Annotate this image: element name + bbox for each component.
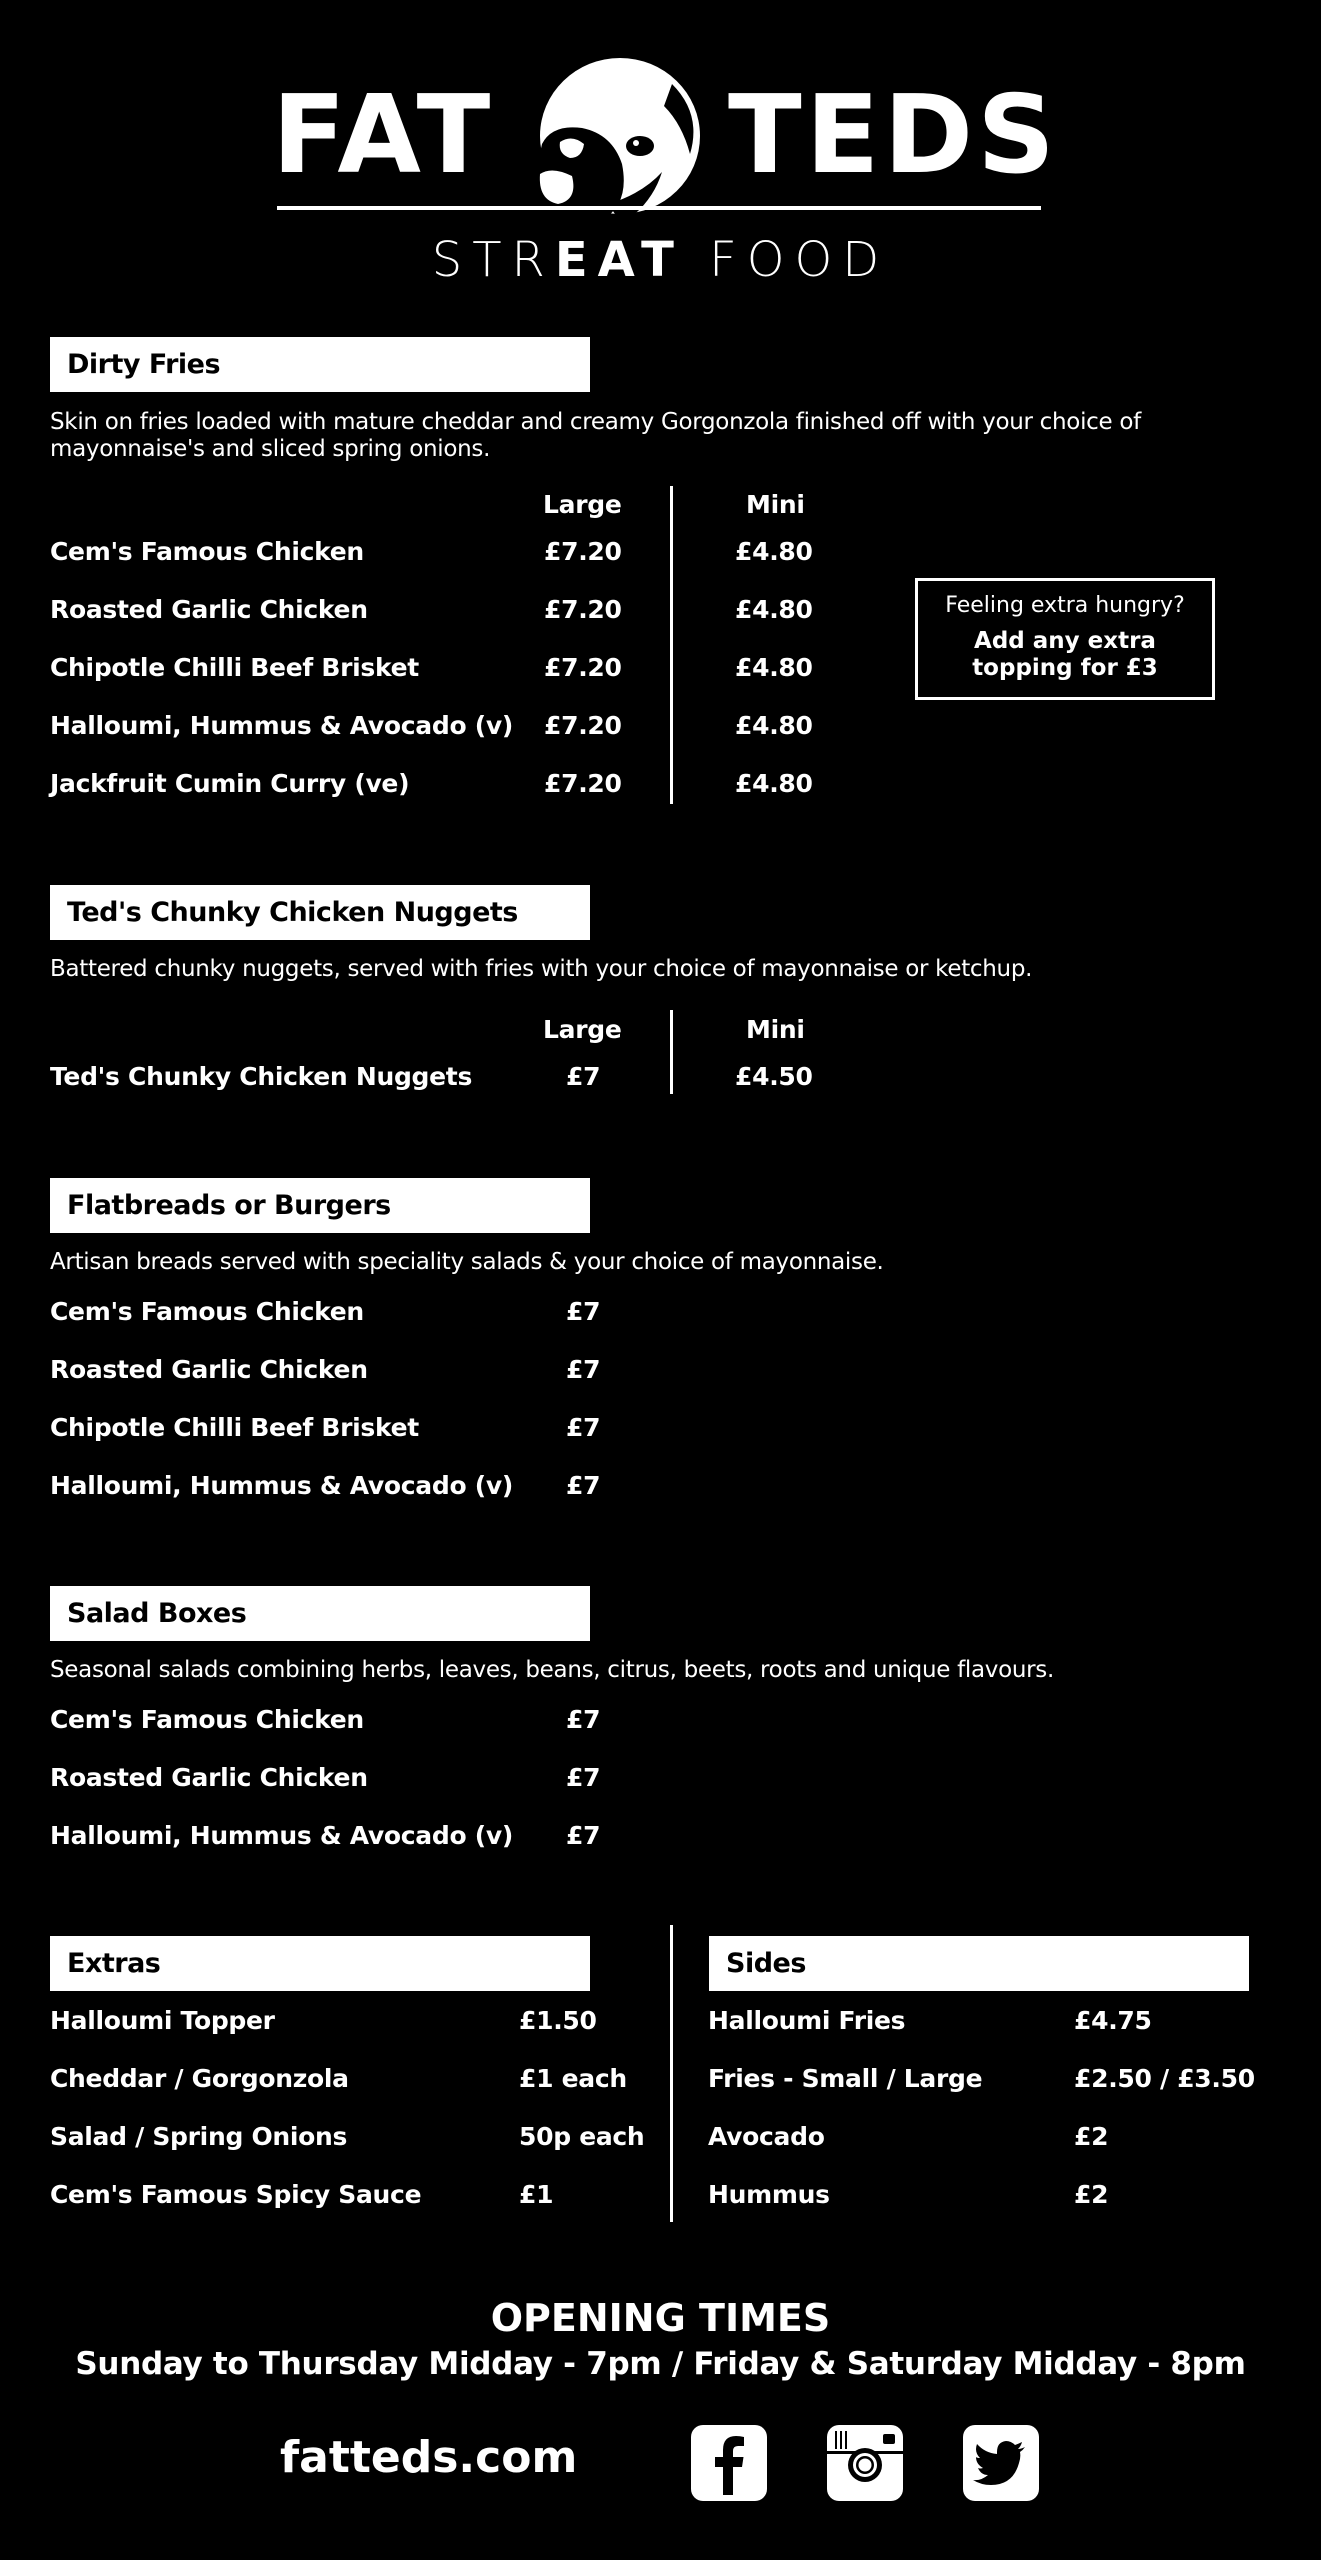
menu-item-name: Halloumi, Hummus & Avocado (v) [50, 1471, 513, 1500]
promo-question: Feeling extra hungry? [945, 593, 1185, 618]
price-mini: £4.80 [735, 653, 813, 682]
menu-item-name: Halloumi, Hummus & Avocado (v) [50, 711, 513, 740]
opening-times-title: OPENING TIMES [490, 2296, 831, 2340]
logo-divider [277, 206, 1041, 210]
price: £7 [566, 1355, 601, 1384]
instagram-icon[interactable] [827, 2425, 903, 2501]
price-large: £7.20 [544, 769, 622, 798]
price: £1.50 [519, 2006, 597, 2035]
menu-item-name: Chipotle Chilli Beef Brisket [50, 1413, 419, 1442]
tagline [0, 232, 1321, 288]
price-large: £7 [566, 1062, 601, 1091]
section-title: Flatbreads or Burgers [50, 1178, 590, 1233]
section-title: Sides [709, 1936, 1249, 1991]
extras-sides-divider [670, 1925, 673, 2222]
menu-item-name: Chipotle Chilli Beef Brisket [50, 653, 419, 682]
price: £4.75 [1074, 2006, 1152, 2035]
promo-offer [918, 628, 1212, 682]
brand-teds: TEDS [728, 73, 1059, 198]
twitter-icon[interactable] [963, 2425, 1039, 2501]
menu-item-name: Cem's Famous Chicken [50, 537, 364, 566]
price: £2 [1074, 2122, 1109, 2151]
menu-item-name: Cem's Famous Spicy Sauce [50, 2180, 422, 2209]
website-link[interactable]: fatteds.com [280, 2432, 578, 2483]
tagline-bold: EAT [554, 232, 684, 288]
menu-item-name: Halloumi Topper [50, 2006, 275, 2035]
price-mini: £4.50 [735, 1062, 813, 1091]
price-large: £7.20 [544, 537, 622, 566]
section-title: Dirty Fries [50, 337, 590, 392]
column-divider [670, 486, 673, 804]
menu-item-name: Salad / Spring Onions [50, 2122, 348, 2151]
column-header-large: Large [543, 490, 622, 519]
menu-item-name: Cheddar / Gorgonzola [50, 2064, 349, 2093]
price: £7 [566, 1413, 601, 1442]
price: £1 [519, 2180, 554, 2209]
column-header-mini: Mini [746, 490, 805, 519]
menu-item-name: Cem's Famous Chicken [50, 1705, 364, 1734]
column-header-large: Large [543, 1015, 622, 1044]
description-line: mayonnaise's and sliced spring onions. [50, 436, 491, 462]
menu-item-name: Hummus [708, 2180, 830, 2209]
menu-item-name: Halloumi, Hummus & Avocado (v) [50, 1821, 513, 1850]
section-title: Salad Boxes [50, 1586, 590, 1641]
description-line: Skin on fries loaded with mature cheddar and creamy Gorgonzola finished off with your choice of [50, 409, 1141, 435]
section-description: Artisan breads served with speciality salads & your choice of mayonnaise. [50, 1249, 884, 1275]
column-divider [670, 1010, 673, 1094]
menu-item-name: Halloumi Fries [708, 2006, 906, 2035]
menu-item-name: Jackfruit Cumin Curry (ve) [50, 769, 410, 798]
opening-hours: Sunday to Thursday Midday - 7pm / Friday & Saturday Midday - 8pm [75, 2346, 1246, 2382]
price: £7 [566, 1471, 601, 1500]
promo-box [915, 578, 1215, 700]
price-mini: £4.80 [735, 595, 813, 624]
menu-item-name: Ted's Chunky Chicken Nuggets [50, 1062, 473, 1091]
menu-item-name: Roasted Garlic Chicken [50, 1763, 368, 1792]
section-title: Extras [50, 1936, 590, 1991]
menu-item-name: Roasted Garlic Chicken [50, 595, 368, 624]
section-description: Seasonal salads combining herbs, leaves, beans, citrus, beets, roots and unique flavours. [50, 1657, 1054, 1683]
column-header-mini: Mini [746, 1015, 805, 1044]
menu-item-name: Roasted Garlic Chicken [50, 1355, 368, 1384]
promo-offer-line: topping for £3 [972, 655, 1158, 681]
price: £7 [566, 1821, 601, 1850]
price: £7 [566, 1763, 601, 1792]
price-large: £7.20 [544, 653, 622, 682]
tagline-part: STR [431, 232, 555, 288]
tagline-part: FOOD [683, 232, 890, 288]
price-large: £7.20 [544, 595, 622, 624]
brand-fat: FAT [272, 73, 495, 198]
price: £2.50 / £3.50 [1074, 2064, 1255, 2093]
menu-item-name: Avocado [708, 2122, 825, 2151]
section-description [50, 409, 1250, 463]
promo-offer-line: Add any extra [974, 628, 1156, 654]
price: £7 [566, 1297, 601, 1326]
price-mini: £4.80 [735, 711, 813, 740]
price: 50p each [519, 2122, 645, 2151]
price-mini: £4.80 [735, 769, 813, 798]
price-mini: £4.80 [735, 537, 813, 566]
facebook-icon[interactable] [691, 2425, 767, 2501]
price: £1 each [519, 2064, 627, 2093]
menu-item-name: Cem's Famous Chicken [50, 1297, 364, 1326]
price-large: £7.20 [544, 711, 622, 740]
price: £2 [1074, 2180, 1109, 2209]
section-title: Ted's Chunky Chicken Nuggets [50, 885, 590, 940]
price: £7 [566, 1705, 601, 1734]
section-description: Battered chunky nuggets, served with fries with your choice of mayonnaise or ketchup. [50, 956, 1033, 982]
menu-item-name: Fries - Small / Large [708, 2064, 983, 2093]
